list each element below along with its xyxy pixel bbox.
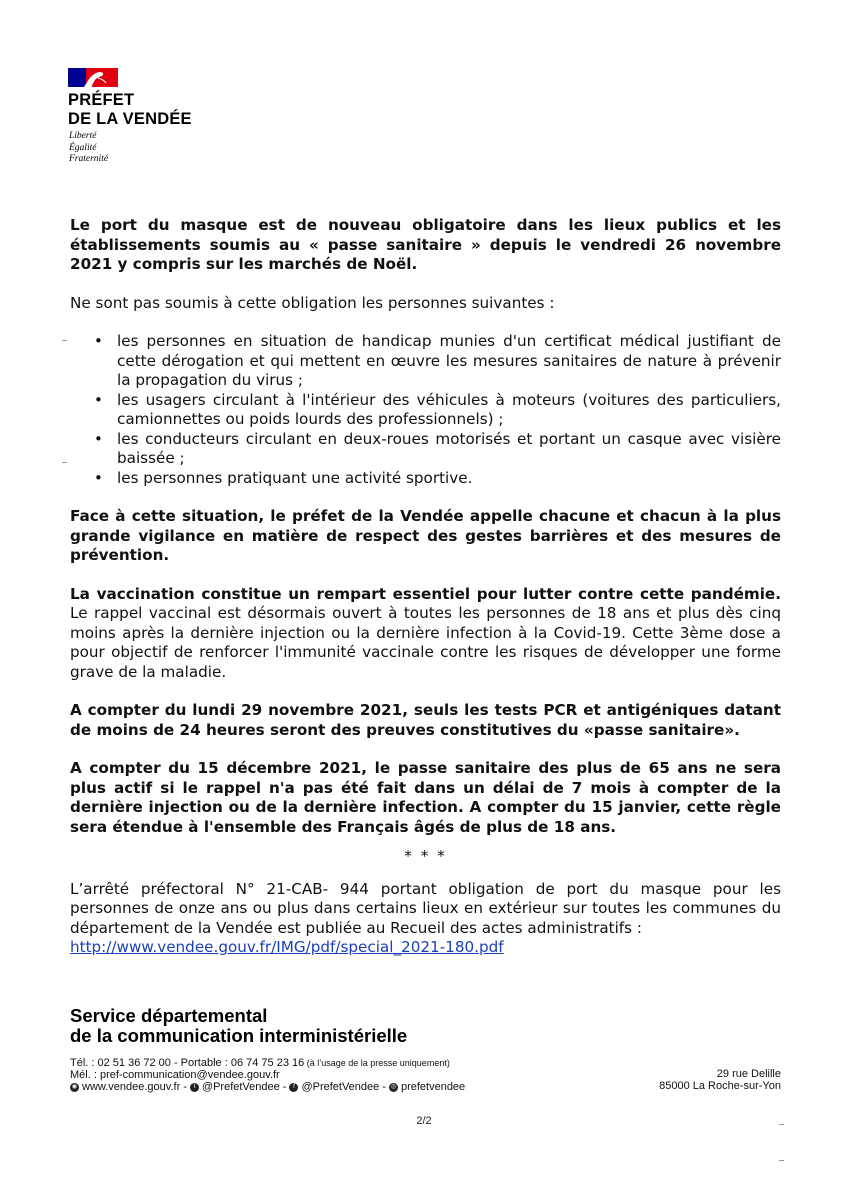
scan-mark: [779, 1124, 784, 1125]
scan-mark: [779, 1160, 784, 1161]
scan-mark: [62, 462, 67, 463]
website-link[interactable]: www.vendee.gouv.fr: [82, 1081, 181, 1093]
motto-egalite: Égalité: [69, 142, 97, 153]
prefet-title: [68, 91, 192, 128]
motto-liberte: Liberté: [69, 131, 97, 141]
address-street: 29 rue Delille: [716, 1068, 781, 1080]
address-city: 85000 La Roche-sur-Yon: [659, 1080, 781, 1092]
page-number: 2/2: [416, 1115, 432, 1127]
passe-paragraph: A compter du 15 décembre 2021, le passe sanitaire des plus de 65 ans ne sera plus actif si le rappel n'a pas été fait dans un délai de 7 mois à compter de la dernière injection ou de la dernière infection. A compter du 15 janvier, cette règle sera étendue à l'ensemble des Français âgés de plus de 18 ans.: [70, 759, 781, 836]
facebook-link[interactable]: @PrefetVendee: [301, 1081, 380, 1093]
press-release-body: [70, 216, 781, 958]
instagram-link[interactable]: prefetvendee: [400, 1081, 466, 1093]
phone-numbers: Tél. : 02 51 36 72 00 - Portable : 06 74 75 23 16: [70, 1057, 305, 1069]
postal-address: [659, 1068, 781, 1092]
contact-block: [70, 1058, 465, 1094]
vaccination-text: Le rappel vaccinal est désormais ouvert à toutes les personnes de 18 ans et plus dès cinq moins après la dernière injection ou la dernière infection à la Covid-19. Cette 3ème dose a pour objectif de renforcer l'immunité vaccinale contre les risques de développer une forme grave de la maladie.: [70, 604, 781, 681]
instagram-icon: ◎: [390, 1084, 397, 1091]
motto-fraternite: Fraternité: [69, 154, 109, 164]
service-title-line1: Service départemental: [70, 1005, 268, 1026]
twitter-icon: t: [190, 1083, 199, 1092]
intro-paragraph: Le port du masque est de nouveau obligatoire dans les lieux publics et les établissements soumis au « passe sanitaire » depuis le vendredi 26 novembre 2021 y compris sur les marchés de Noël.: [70, 216, 781, 273]
recueil-link[interactable]: http://www.vendee.gouv.fr/IMG/pdf/special_2021-180.pdf: [70, 938, 504, 956]
prefet-title-line2: DE LA VENDÉE: [68, 109, 192, 128]
tests-paragraph: A compter du lundi 29 novembre 2021, seuls les tests PCR et antigéniques datant de moins de 24 heures seront des preuves constitutives du «passe sanitaire».: [70, 701, 781, 739]
twitter-link[interactable]: @PrefetVendee: [201, 1081, 280, 1093]
list-item: • les conducteurs circulant en deux-roues motorisés et portant un casque avec visière baissée ;: [70, 430, 781, 469]
arrete-paragraph: L’arrêté préfectoral N° 21-CAB- 944 portant obligation de port du masque pour les personnes de onze ans ou plus dans certains lieux en extérieur sur toutes les communes du département de la Vendée est publiée au Recueil des actes administratifs :: [70, 879, 781, 937]
prefet-title-line1: PRÉFET: [68, 91, 135, 109]
service-title-line2: de la communication interministérielle: [70, 1025, 408, 1046]
list-item: • les personnes pratiquant une activité sportive.: [70, 469, 781, 489]
list-item: • les personnes en situation de handicap munies d'un certificat médical justifiant de cette dérogation et qui mettent en œuvre les mesures sanitaires de nature à prévenir la propagation du virus ;: [70, 332, 781, 391]
scan-mark: [62, 340, 67, 341]
phone-note: (à l’usage de la presse uniquement): [304, 1058, 450, 1068]
republic-motto: [69, 131, 108, 166]
social-links: ◉ www.vendee.gouv.fr - t @PrefetVendee - f @PrefetVendee - ◎ prefetvendee: [71, 1081, 466, 1093]
separator: * * *: [404, 847, 447, 865]
email-line: Mél. : pref-communication@vendee.gouv.fr: [70, 1068, 280, 1081]
list-item: • les usagers circulant à l'intérieur des véhicules à moteurs (voitures des particuliers, camionnettes ou poids lourds des professionnels) ;: [70, 391, 781, 430]
vaccination-paragraph: [70, 585, 781, 683]
marianne-logo-icon: [68, 68, 118, 87]
facebook-icon: f: [289, 1083, 298, 1092]
vaccination-lead: La vaccination constitue un rempart essentiel pour lutter contre cette pandémie.: [70, 584, 781, 603]
globe-icon: ◉: [71, 1084, 78, 1091]
service-title: [70, 1006, 407, 1046]
phone-line: [70, 1058, 465, 1070]
exemptions-intro: Ne sont pas soumis à cette obligation les personnes suivantes :: [70, 293, 555, 312]
exemptions-list: [70, 332, 781, 488]
vigilance-paragraph: Face à cette situation, le préfet de la Vendée appelle chacune et chacun à la plus grande vigilance en matière de respect des gestes barrières et des mesures de prévention.: [70, 507, 781, 564]
